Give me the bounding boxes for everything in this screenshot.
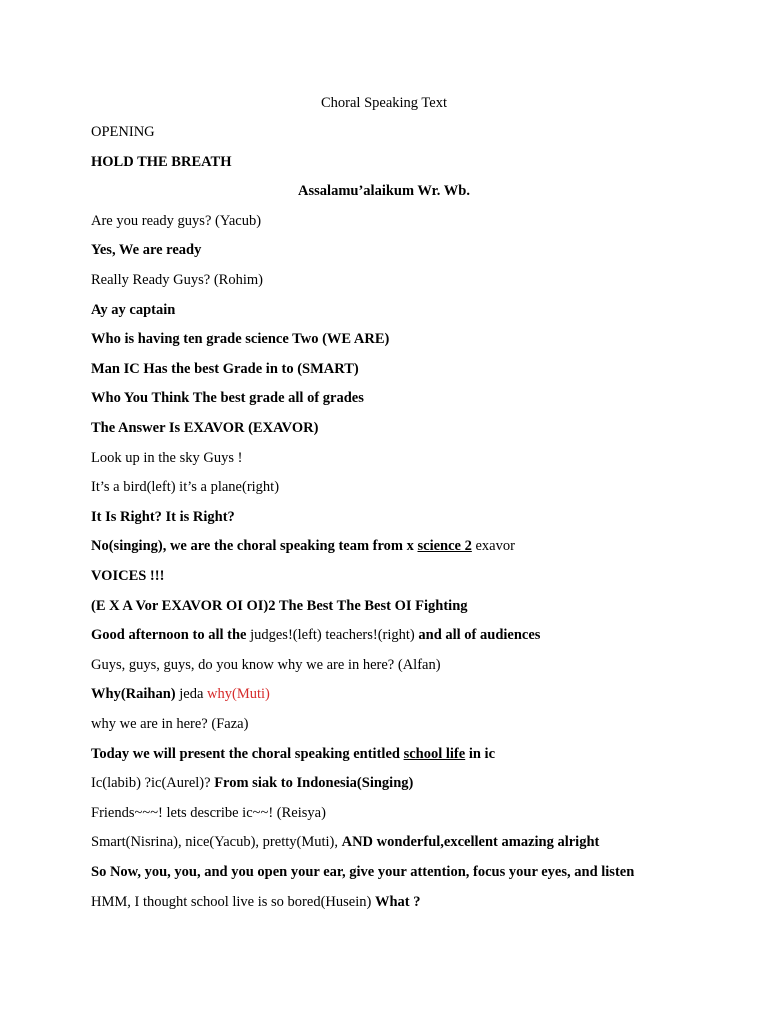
text-segment: Really Ready Guys? (Rohim) [91, 272, 263, 288]
text-segment: science 2 [417, 538, 472, 554]
document-line [91, 892, 420, 912]
document-title: Choral Speaking Text [321, 95, 447, 111]
text-segment: HMM, I thought school live is so bored(Husein) [91, 894, 375, 910]
document-line [91, 418, 318, 438]
text-segment: Yes, We are ready [91, 242, 202, 258]
text-segment: Man IC Has the best Grade in to (SMART) [91, 361, 359, 377]
document-line [91, 507, 235, 527]
document-line [91, 832, 599, 852]
text-segment: It’s a bird(left) it’s a plane(right) [91, 479, 280, 495]
text-segment: VOICES !!! [91, 568, 165, 584]
text-segment: Why(Raihan) [91, 686, 176, 702]
text-segment: Are you ready guys? (Yacub) [91, 213, 262, 229]
document-line [91, 122, 155, 142]
document-line [91, 448, 242, 468]
text-segment: and all of audiences [418, 627, 541, 643]
text-segment: why(Muti) [207, 686, 270, 702]
document-line [91, 625, 540, 645]
text-segment: in ic [465, 746, 496, 762]
text-segment: From siak to Indonesia(Singing) [214, 775, 414, 791]
document-line [91, 566, 164, 586]
text-segment: jeda [175, 686, 208, 702]
text-segment: So Now, you, you, and you open your ear, give your attention, focus your eyes, and listen [91, 864, 635, 880]
document-line [91, 211, 261, 231]
document-line [91, 240, 201, 260]
text-segment: OPENING [91, 124, 155, 140]
document-line [91, 744, 495, 764]
document-line [91, 655, 441, 675]
document-line [91, 359, 359, 379]
text-segment: Ic(labib) ?ic(Aurel)? [91, 775, 215, 791]
text-segment: AND wonderful,excellent amazing alright [341, 834, 600, 850]
document-line [91, 773, 413, 793]
text-segment: It Is Right? It is Right? [91, 509, 235, 525]
document-line [91, 270, 263, 290]
document-line [91, 596, 468, 616]
document-line [91, 803, 326, 823]
text-segment: Look up in the sky Guys ! [91, 450, 243, 466]
text-segment: The Answer Is EXAVOR (EXAVOR) [91, 420, 319, 436]
text-segment: Assalamu’alaikum Wr. Wb. [298, 183, 470, 199]
document-line [91, 684, 270, 704]
document-line [91, 300, 175, 320]
document-line [91, 714, 248, 734]
text-segment: school life [403, 746, 466, 762]
text-segment: Today we will present the choral speaking entitled [91, 746, 404, 762]
text-segment: (E X A Vor EXAVOR OI OI)2 The Best The Best OI Fighting [91, 598, 468, 614]
document-line [91, 536, 515, 556]
text-segment: Friends~~~! lets describe ic~~! (Reisya) [91, 805, 326, 821]
text-segment: Guys, guys, guys, do you know why we are in here? (Alfan) [91, 657, 441, 673]
text-segment: why we are in here? (Faza) [91, 716, 249, 732]
text-segment: Smart(Nisrina), nice(Yacub), pretty(Muti), [91, 834, 342, 850]
document-line [91, 477, 279, 497]
document-line [91, 862, 634, 882]
text-segment: No(singing), we are the choral speaking team from x [91, 538, 418, 554]
text-segment: HOLD THE BREATH [91, 154, 232, 170]
text-segment: exavor [471, 538, 515, 554]
text-segment: Good afternoon to all the [91, 627, 251, 643]
document-line [91, 152, 231, 172]
document-line [0, 181, 768, 201]
text-segment: What ? [374, 894, 421, 910]
document-line [91, 388, 364, 408]
text-segment: Ay ay captain [91, 302, 176, 318]
text-segment: Who You Think The best grade all of grades [91, 390, 364, 406]
document-line [91, 329, 389, 349]
text-segment: Who is having ten grade science Two (WE ARE) [91, 331, 390, 347]
text-segment: judges!(left) teachers!(right) [250, 627, 419, 643]
